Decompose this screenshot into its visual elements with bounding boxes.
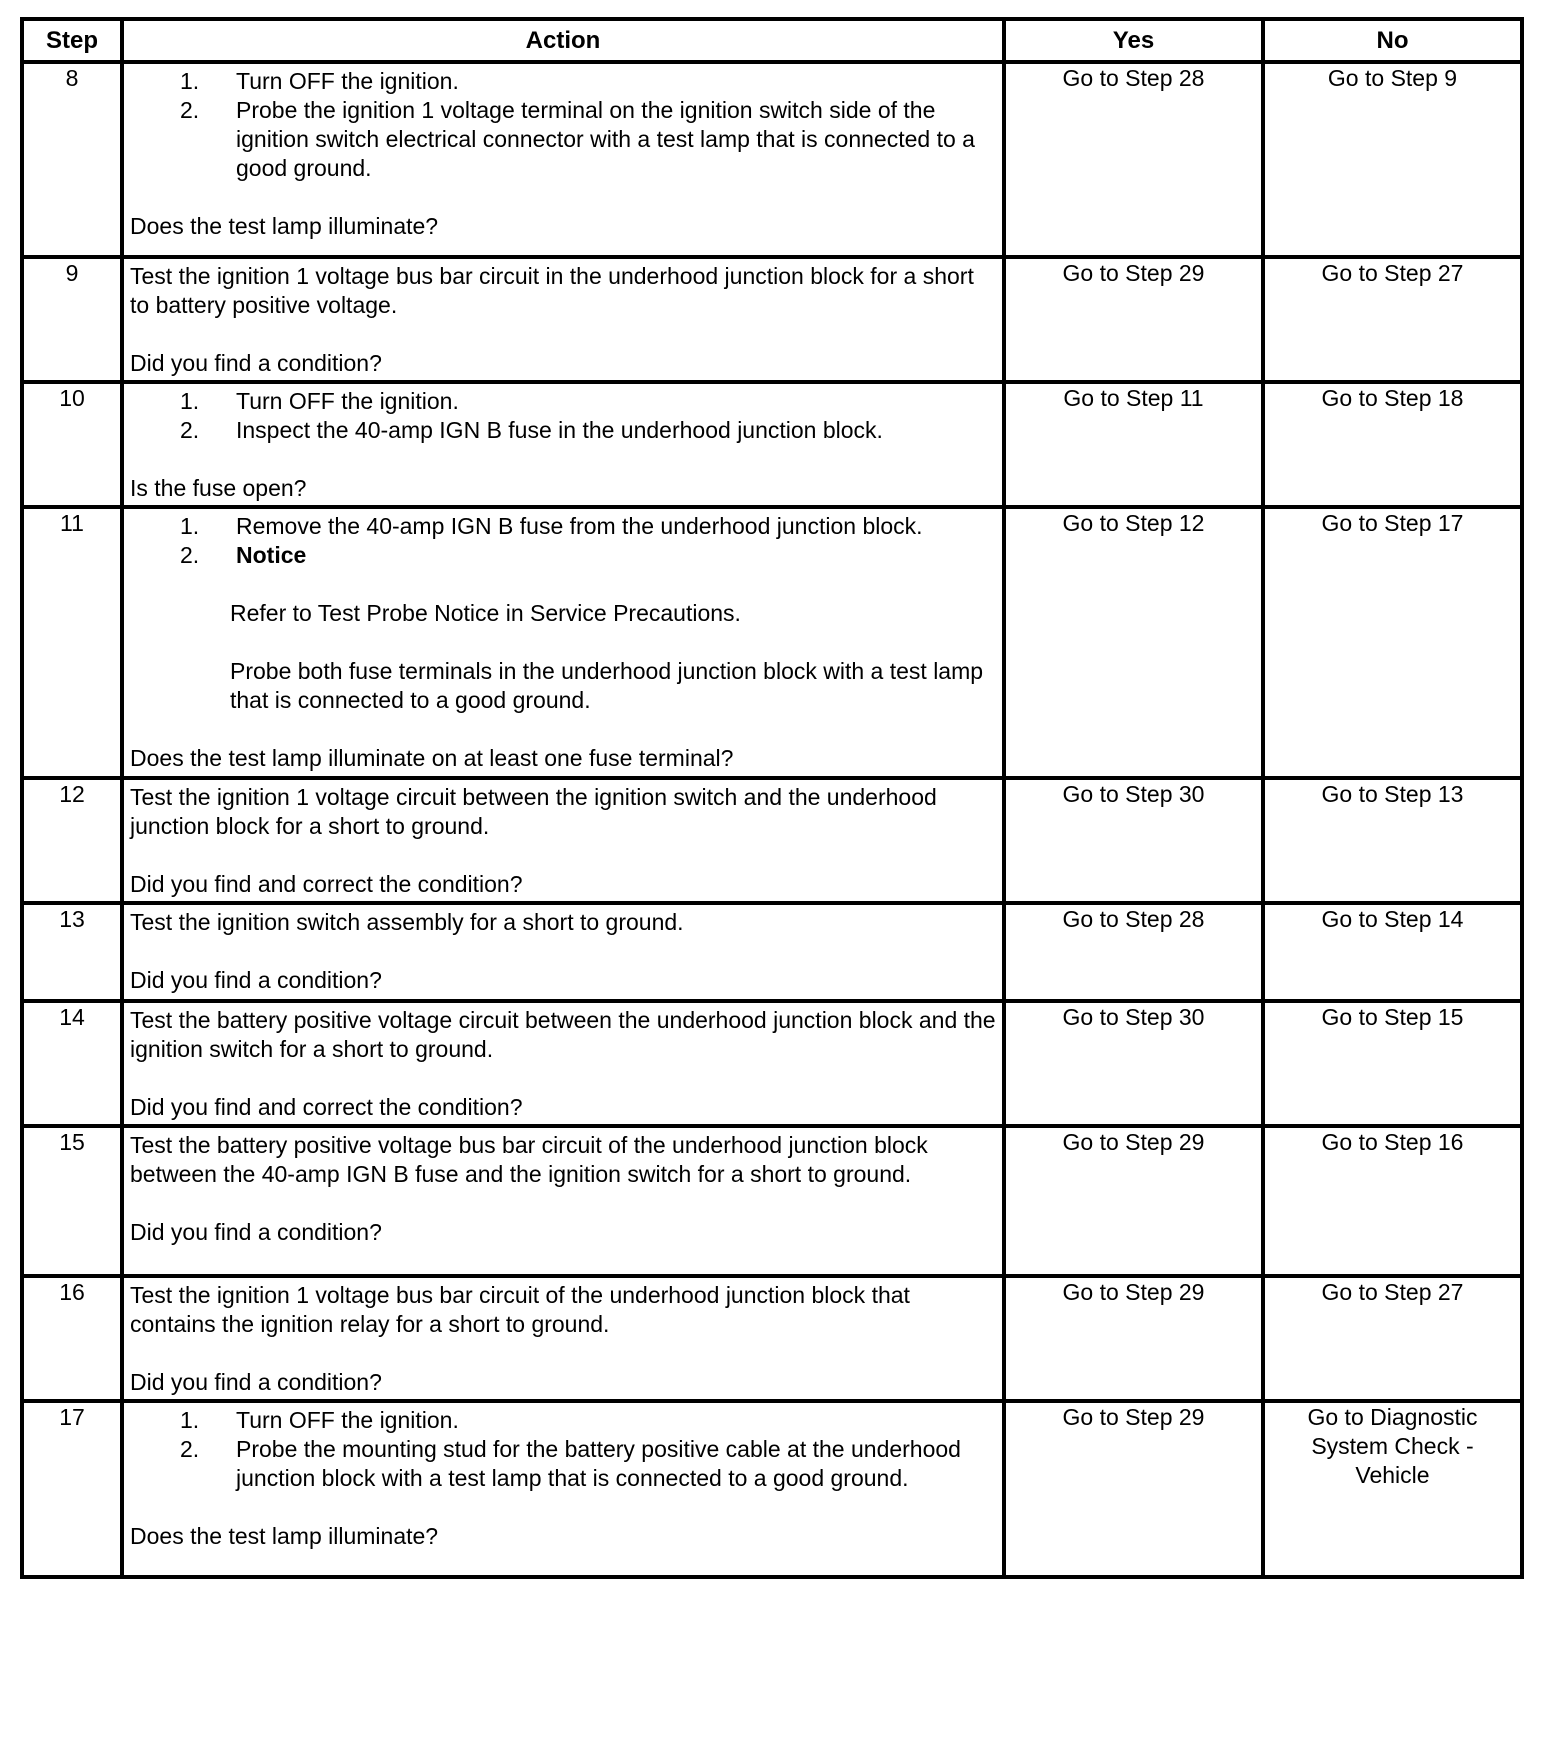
action-question: Does the test lamp illuminate on at least one fuse terminal? (130, 745, 734, 771)
action-cell (122, 507, 1004, 778)
list-item (130, 67, 996, 96)
item-number: 1. (180, 513, 200, 539)
action-question: Does the test lamp illuminate? (130, 213, 439, 239)
step-number: 17 (22, 1401, 122, 1577)
action-text: Test the battery positive voltage bus bar circuit of the underhood junction block between the 40-amp IGN B fuse and the ignition switch for a short to ground. (130, 1132, 928, 1187)
no-link[interactable]: Go to Step 14 (1263, 903, 1522, 1001)
table-row (22, 507, 1522, 778)
list-item (130, 512, 996, 541)
action-question: Does the test lamp illuminate? (130, 1523, 439, 1549)
no-link[interactable]: Go to Step 27 (1263, 257, 1522, 382)
step-number: 9 (22, 257, 122, 382)
action-list (130, 512, 996, 570)
step-number: 14 (22, 1001, 122, 1126)
header-row (22, 19, 1522, 62)
action-question: Is the fuse open? (130, 475, 307, 501)
action-text: Test the battery positive voltage circuit between the underhood junction block and the ignition switch for a short to ground. (130, 1007, 996, 1062)
action-text: Test the ignition 1 voltage circuit between the ignition switch and the underhood junction block for a short to ground. (130, 784, 937, 839)
step-number: 10 (22, 382, 122, 507)
item-text: Probe the ignition 1 voltage terminal on the ignition switch side of the ignition switch electrical connector with a test lamp that is connected to a good ground. (236, 97, 975, 181)
step-number: 12 (22, 778, 122, 903)
yes-link[interactable]: Go to Step 12 (1004, 507, 1263, 778)
action-cell (122, 903, 1004, 1001)
header-yes: Yes (1004, 19, 1263, 62)
diagnostic-table (20, 17, 1524, 1579)
yes-link[interactable]: Go to Step 29 (1004, 1276, 1263, 1401)
item-text: Probe the mounting stud for the battery positive cable at the underhood junction block with a test lamp that is connected to a good ground. (236, 1436, 961, 1491)
table-row (22, 903, 1522, 1001)
header-step: Step (22, 19, 122, 62)
item-text: Turn OFF the ignition. (236, 1407, 459, 1433)
action-list (130, 387, 996, 445)
list-item (130, 1406, 996, 1435)
action-text: Test the ignition switch assembly for a short to ground. (130, 909, 684, 935)
step-number: 11 (22, 507, 122, 778)
yes-link[interactable]: Go to Step 29 (1004, 1126, 1263, 1276)
yes-link[interactable]: Go to Step 30 (1004, 778, 1263, 903)
item-number: 1. (180, 1407, 200, 1433)
table-row (22, 1126, 1522, 1276)
diagnostic-page (20, 17, 1520, 1579)
item-number: 1. (180, 68, 200, 94)
action-list (130, 67, 996, 183)
no-link[interactable]: Go to Step 13 (1263, 778, 1522, 903)
action-question: Did you find and correct the condition? (130, 871, 523, 897)
step-number: 16 (22, 1276, 122, 1401)
action-cell (122, 1001, 1004, 1126)
yes-link[interactable]: Go to Step 11 (1004, 382, 1263, 507)
header-action: Action (122, 19, 1004, 62)
table-row (22, 62, 1522, 257)
no-link[interactable]: Go to Step 27 (1263, 1276, 1522, 1401)
list-item (130, 387, 996, 416)
action-text: Test the ignition 1 voltage bus bar circuit in the underhood junction block for a short to battery positive voltage. (130, 263, 974, 318)
list-item (130, 416, 996, 445)
action-question: Did you find and correct the condition? (130, 1094, 523, 1120)
item-number: 2. (180, 1436, 200, 1462)
action-question: Did you find a condition? (130, 1369, 382, 1395)
item-number: 2. (180, 417, 200, 443)
table-row (22, 1001, 1522, 1126)
action-cell (122, 778, 1004, 903)
notice-text: Refer to Test Probe Notice in Service Precautions. (230, 600, 741, 626)
list-item (130, 96, 996, 183)
header-no: No (1263, 19, 1522, 62)
action-cell (122, 1401, 1004, 1577)
notice-heading: Notice (236, 542, 307, 568)
table-row (22, 1276, 1522, 1401)
no-link[interactable]: Go to Diagnostic System Check - Vehicle (1263, 1401, 1522, 1577)
table-row (22, 257, 1522, 382)
no-link[interactable]: Go to Step 9 (1263, 62, 1522, 257)
yes-link[interactable]: Go to Step 28 (1004, 903, 1263, 1001)
item-number: 2. (180, 542, 200, 568)
item-text: Remove the 40-amp IGN B fuse from the underhood junction block. (236, 513, 923, 539)
item-text: Turn OFF the ignition. (236, 68, 459, 94)
action-cell (122, 1126, 1004, 1276)
list-item (130, 541, 996, 570)
action-cell (122, 62, 1004, 257)
yes-link[interactable]: Go to Step 29 (1004, 1401, 1263, 1577)
no-link[interactable]: Go to Step 15 (1263, 1001, 1522, 1126)
action-list (130, 1406, 996, 1493)
step-number: 13 (22, 903, 122, 1001)
step-number: 8 (22, 62, 122, 257)
action-cell (122, 1276, 1004, 1401)
table-row (22, 1401, 1522, 1577)
yes-link[interactable]: Go to Step 29 (1004, 257, 1263, 382)
list-item (130, 1435, 996, 1493)
item-number: 2. (180, 97, 200, 123)
yes-link[interactable]: Go to Step 30 (1004, 1001, 1263, 1126)
action-text: Test the ignition 1 voltage bus bar circuit of the underhood junction block that contains the ignition relay for a short to ground. (130, 1282, 910, 1337)
step-number: 15 (22, 1126, 122, 1276)
table-row (22, 382, 1522, 507)
action-cell (122, 257, 1004, 382)
action-cell (122, 382, 1004, 507)
action-question: Did you find a condition? (130, 350, 382, 376)
probe-instruction: Probe both fuse terminals in the underhood junction block with a test lamp that is connected to a good ground. (230, 658, 984, 713)
item-number: 1. (180, 388, 200, 414)
item-text: Inspect the 40-amp IGN B fuse in the underhood junction block. (236, 417, 883, 443)
action-question: Did you find a condition? (130, 1219, 382, 1245)
yes-link[interactable]: Go to Step 28 (1004, 62, 1263, 257)
item-text: Turn OFF the ignition. (236, 388, 459, 414)
action-question: Did you find a condition? (130, 967, 382, 993)
no-link[interactable]: Go to Step 16 (1263, 1126, 1522, 1276)
no-link[interactable]: Go to Step 18 (1263, 382, 1522, 507)
no-link[interactable]: Go to Step 17 (1263, 507, 1522, 778)
table-row (22, 778, 1522, 903)
